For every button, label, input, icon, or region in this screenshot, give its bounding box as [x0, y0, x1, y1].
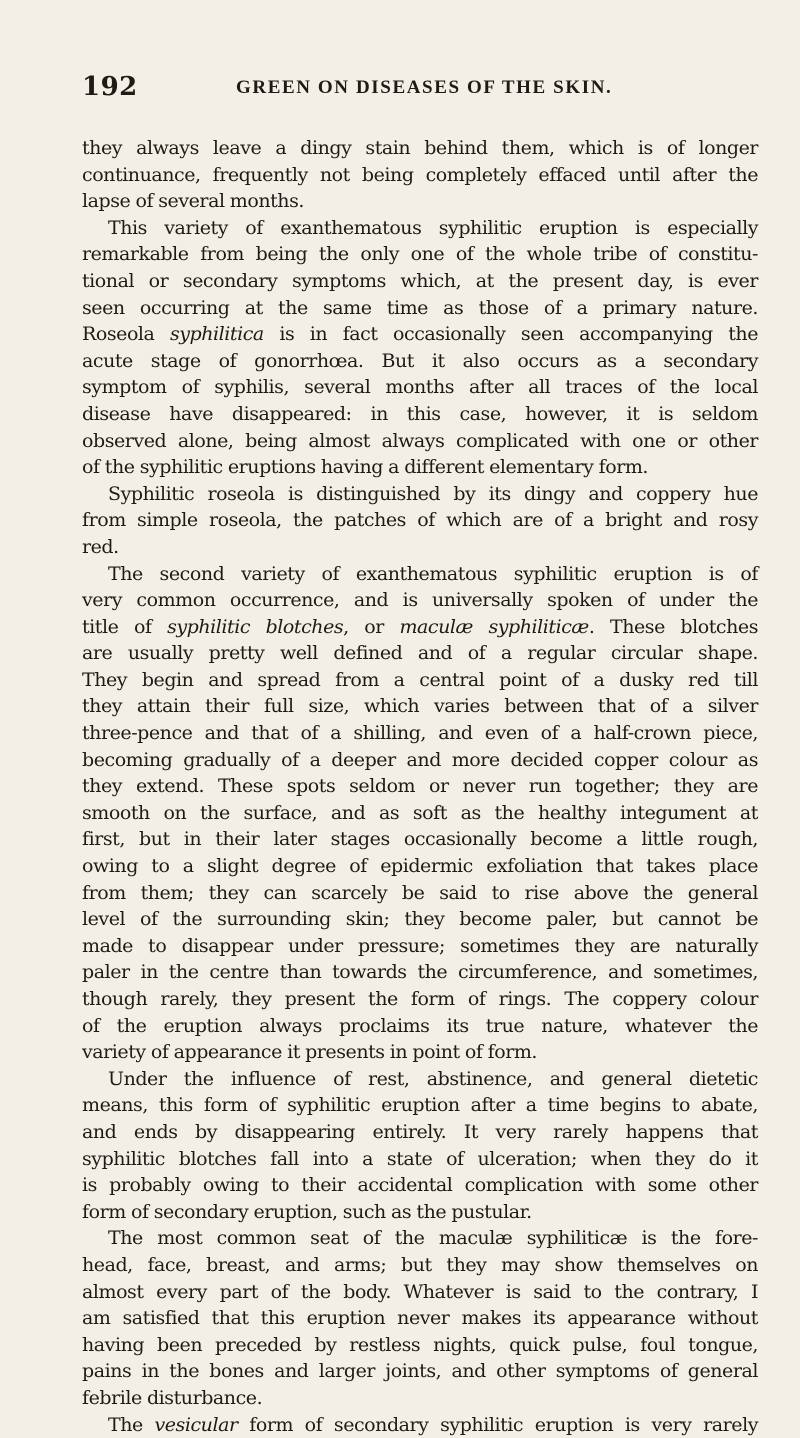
paragraph-start-line: Under the influence of rest, abstinence, and general dietetic — [82, 1066, 758, 1093]
text-line: and ends by disappearing entirely. It very rarely happens that — [82, 1119, 758, 1146]
text-line: They begin and spread from a central point of a dusky red till — [82, 667, 758, 694]
text-line: remarkable from being the only one of the whole tribe of constitu- — [82, 241, 758, 268]
text-line: are usually pretty well defined and of a regular circular shape. — [82, 640, 758, 667]
paragraph-start-line: The second variety of exanthematous syphilitic eruption is of — [82, 561, 758, 588]
italic-term: syphilitica — [170, 323, 264, 345]
text-line: am satisfied that this eruption never makes its appearance without — [82, 1305, 758, 1332]
italic-term: vesicular — [154, 1414, 237, 1436]
text-line: tional or secondary symptoms which, at the present day, is ever — [82, 268, 758, 295]
text-line: title of syphilitic blotches, or maculæ syphiliticæ. These blotches — [82, 614, 758, 641]
text-line: first, but in their later stages occasionally become a little rough, — [82, 826, 758, 853]
text-line: though rarely, they present the form of rings. The coppery colour — [82, 986, 758, 1013]
text-line: head, face, breast, and arms; but they may show themselves on — [82, 1252, 758, 1279]
italic-term: maculæ syphiliticæ — [399, 616, 588, 638]
text-line: is probably owing to their accidental complication with some other — [82, 1172, 758, 1199]
text-line: becoming gradually of a deeper and more decided copper colour as — [82, 747, 758, 774]
text-line: they always leave a dingy stain behind them, which is of longer — [82, 135, 758, 162]
text-line: form of secondary eruption, such as the pustular. — [82, 1199, 758, 1226]
text-line: symptom of syphilis, several months after all traces of the local — [82, 374, 758, 401]
text-line: of the eruption always proclaims its true nature, whatever the — [82, 1013, 758, 1040]
body-text — [82, 135, 758, 1438]
text-line: continuance, frequently not being completely effaced until after the — [82, 162, 758, 189]
text-line: from them; they can scarcely be said to rise above the general — [82, 880, 758, 907]
text-line: three-pence and that of a shilling, and even of a half-crown piece, — [82, 720, 758, 747]
running-title: GREEN ON DISEASES OF THE SKIN. — [236, 77, 612, 99]
text-line: lapse of several months. — [82, 188, 758, 215]
italic-term: syphilitic blotches — [167, 616, 343, 638]
text-line: almost every part of the body. Whatever is said to the contrary, I — [82, 1279, 758, 1306]
text-line: red. — [82, 534, 758, 561]
paragraph-start-line: Syphilitic roseola is distinguished by its dingy and coppery hue — [82, 481, 758, 508]
page-number: 192 — [82, 72, 138, 102]
text-line: from simple roseola, the patches of which are of a bright and rosy — [82, 507, 758, 534]
text-line: syphilitic blotches fall into a state of ulceration; when they do it — [82, 1146, 758, 1173]
text-line: Roseola syphilitica is in fact occasionally seen accompanying the — [82, 321, 758, 348]
text-line: of the syphilitic eruptions having a different elementary form. — [82, 454, 758, 481]
text-line: disease have disappeared: in this case, however, it is seldom — [82, 401, 758, 428]
text-line: acute stage of gonorrhœa. But it also occurs as a secondary — [82, 348, 758, 375]
text-line: smooth on the surface, and as soft as the healthy integument at — [82, 800, 758, 827]
text-line: seen occurring at the same time as those of a primary nature. — [82, 295, 758, 322]
text-line: made to disappear under pressure; sometimes they are naturally — [82, 933, 758, 960]
text-line: they attain their full size, which varies between that of a silver — [82, 693, 758, 720]
text-line: owing to a slight degree of epidermic exfoliation that takes place — [82, 853, 758, 880]
text-line: having been preceded by restless nights, quick pulse, foul tongue, — [82, 1332, 758, 1359]
text-line: pains in the bones and larger joints, and other symptoms of general — [82, 1358, 758, 1385]
text-line: level of the surrounding skin; they become paler, but cannot be — [82, 906, 758, 933]
paragraph-start-line: The vesicular form of secondary syphilitic eruption is very rarely — [82, 1412, 758, 1438]
paragraph-start-line: This variety of exanthematous syphilitic eruption is especially — [82, 215, 758, 242]
running-head — [82, 72, 758, 108]
text-line: very common occurrence, and is universally spoken of under the — [82, 587, 758, 614]
text-line: paler in the centre than towards the circumference, and sometimes, — [82, 959, 758, 986]
text-line: variety of appearance it presents in point of form. — [82, 1039, 758, 1066]
text-line: means, this form of syphilitic eruption after a time begins to abate, — [82, 1092, 758, 1119]
text-line: observed alone, being almost always complicated with one or other — [82, 428, 758, 455]
text-line: they extend. These spots seldom or never run together; they are — [82, 773, 758, 800]
text-line: febrile disturbance. — [82, 1385, 758, 1412]
paragraph-start-line: The most common seat of the maculæ syphiliticæ is the fore- — [82, 1225, 758, 1252]
